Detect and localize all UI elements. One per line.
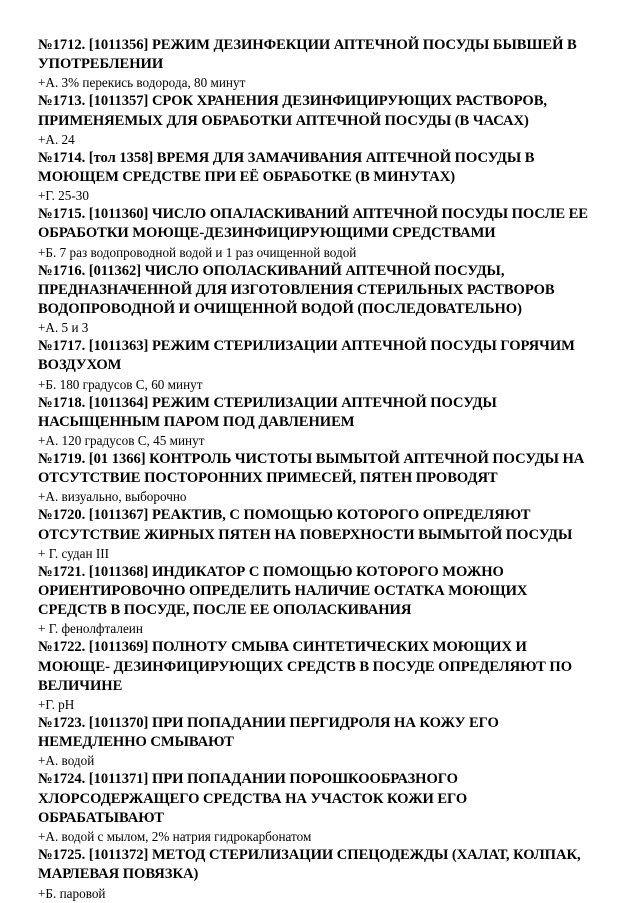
question-text: №1725. [1011372] МЕТОД СТЕРИЛИЗАЦИИ СПЕЦОДЕЖДЫ (ХАЛАТ, КОЛПАК, МАРЛЕВАЯ ПОВЯЗКА): [38, 847, 581, 883]
question-item: [38, 638, 590, 714]
question-text: №1712. [1011356] РЕЖИМ ДЕЗИНФЕКЦИИ АПТЕЧНОЙ ПОСУДЫ БЫВШЕЙ В УПОТРЕБЛЕНИИ: [38, 37, 577, 73]
answer-text: +А. водой с мылом, 2% натрия гидрокарбонатом: [38, 829, 312, 845]
question-text: №1720. [1011367] РЕАКТИВ, С ПОМОЩЬЮ КОТОРОГО ОПРЕДЕЛЯЮТ ОТСУТСТВИЕ ЖИРНЫХ ПЯТЕН НА ПОВЕРХНОСТИ ВЫМЫТОЙ ПОСУДЫ: [38, 507, 573, 543]
answer-text: +Б. 7 раз водопроводной водой и 1 раз очищенной водой: [38, 244, 357, 260]
answer-text: +Б. 180 градусов С, 60 минут: [38, 376, 203, 392]
document-page: [38, 36, 590, 903]
question-item: [38, 846, 590, 902]
question-text: №1713. [1011357] СРОК ХРАНЕНИЯ ДЕЗИНФИЦИРУЮЩИХ РАСТВОРОВ, ПРИМЕНЯЕМЫХ ДЛЯ ОБРАБОТКИ АПТЕЧНОЙ ПОСУДЫ (В ЧАСАХ): [38, 93, 547, 129]
answer-text: + Г. судан III: [38, 545, 109, 561]
answer-text: +Б. паровой: [38, 885, 106, 901]
answer-text: +А. водой: [38, 753, 95, 769]
answer-text: +А. 24: [38, 131, 75, 147]
question-item: [38, 149, 590, 205]
question-item: [38, 563, 590, 639]
answer-text: +А. 120 градусов С, 45 минут: [38, 433, 205, 449]
question-text: №1719. [01 1366] КОНТРОЛЬ ЧИСТОТЫ ВЫМЫТОЙ АПТЕЧНОЙ ПОСУДЫ НА ОТСУТСТВИЕ ПОСТОРОННИХ ПРИМЕСЕЙ, ПЯТЕН ПРОВОДЯТ: [38, 451, 585, 487]
question-item: [38, 337, 590, 393]
question-item: [38, 262, 590, 338]
question-text: №1723. [1011370] ПРИ ПОПАДАНИИ ПЕРГИДРОЛЯ НА КОЖУ ЕГО НЕМЕДЛЕННО СМЫВАЮТ: [38, 715, 499, 751]
question-text: №1718. [1011364] РЕЖИМ СТЕРИЛИЗАЦИИ АПТЕЧНОЙ ПОСУДЫ НАСЫЩЕННЫМ ПАРОМ ПОД ДАВЛЕНИЕМ: [38, 394, 497, 430]
question-item: [38, 770, 590, 846]
answer-text: +Г. рН: [38, 697, 75, 713]
answer-text: +А. 3% перекись водорода, 80 минут: [38, 75, 246, 91]
question-text: №1721. [1011368] ИНДИКАТОР С ПОМОЩЬЮ КОТОРОГО МОЖНО ОРИЕНТИРОВОЧНО ОПРЕДЕЛИТЬ НАЛИЧИЕ ОСТАТКА МОЮЩИХ СРЕДСТВ В ПОСУДЕ, ПОСЛЕ ЕЕ ОПОЛАСКИВАНИЯ: [38, 563, 528, 619]
question-item: [38, 506, 590, 562]
question-item: [38, 394, 590, 450]
question-item: [38, 36, 590, 92]
question-item: [38, 205, 590, 261]
question-text: №1714. [тол 1358] ВРЕМЯ ДЛЯ ЗАМАЧИВАНИЯ АПТЕЧНОЙ ПОСУДЫ В МОЮЩЕМ СРЕДСТВЕ ПРИ ЕЁ ОБРАБОТКЕ (В МИНУТАХ): [38, 149, 535, 186]
answer-text: + Г. фенолфталеин: [38, 621, 143, 637]
question-item: [38, 450, 590, 506]
question-text: №1717. [1011363] РЕЖИМ СТЕРИЛИЗАЦИИ АПТЕЧНОЙ ПОСУДЫ ГОРЯЧИМ ВОЗДУХОМ: [38, 338, 575, 374]
answer-text: +А. 5 и 3: [38, 320, 89, 336]
question-item: [38, 92, 590, 148]
answer-text: +Г. 25-30: [38, 188, 89, 204]
question-text: №1715. [1011360] ЧИСЛО ОПАЛАСКИВАНИЙ АПТЕЧНОЙ ПОСУДЫ ПОСЛЕ ЕЕ ОБРАБОТКИ МОЮЩЕ-ДЕЗИНФИЦИРУЮЩИМИ СРЕДСТВАМИ: [38, 206, 588, 242]
question-text: №1722. [1011369] ПОЛНОТУ СМЫВА СИНТЕТИЧЕСКИХ МОЮЩИХ И МОЮЩЕ- ДЕЗИНФИЦИРУЮЩИХ СРЕДСТВ В ПОСУДЕ ОПРЕДЕЛЯЮТ ПО ВЕЛИЧИНЕ: [38, 639, 573, 694]
question-text: №1716. [011362] ЧИСЛО ОПОЛАСКИВАНИЙ АПТЕЧНОЙ ПОСУДЫ, ПРЕДНАЗНАЧЕННОЙ ДЛЯ ИЗГОТОВЛЕНИЯ СТЕРИЛЬНЫХ РАСТВОРОВ ВОДОПРОВОДНОЙ И ОЧИЩЕННОЙ ВОДОЙ (ПОСЛЕДОВАТЕЛЬНО): [38, 262, 555, 318]
answer-text: +А. визуально, выборочно: [38, 489, 187, 505]
question-item: [38, 714, 590, 770]
question-text: №1724. [1011371] ПРИ ПОПАДАНИИ ПОРОШКООБРАЗНОГО ХЛОРСОДЕРЖАЩЕГО СРЕДСТВА НА УЧАСТОК КОЖИ ЕГО ОБРАБАТЫВАЮТ: [38, 771, 468, 826]
